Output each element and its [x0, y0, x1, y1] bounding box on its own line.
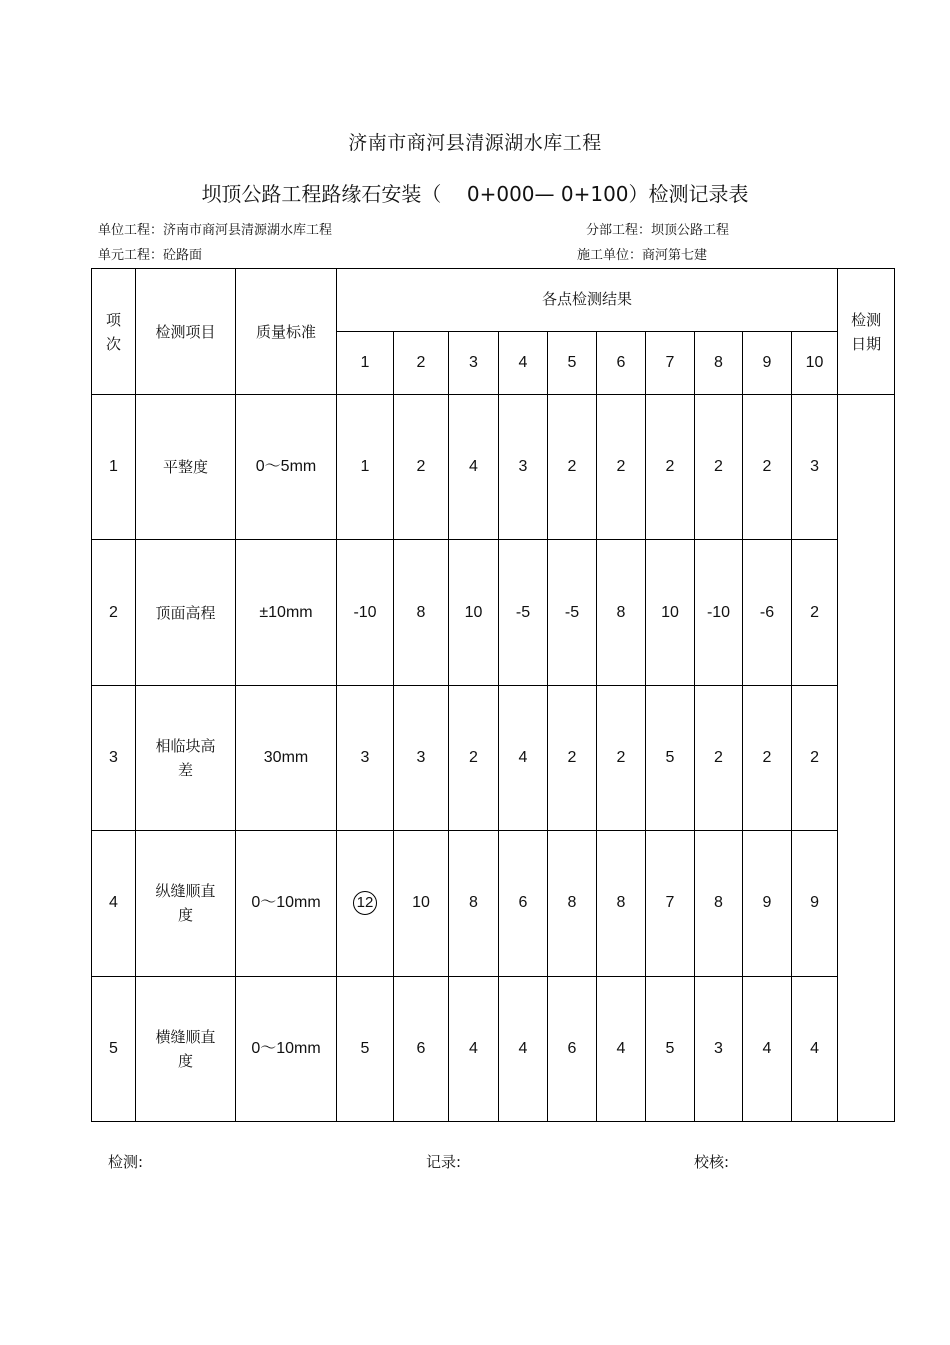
row-item: 顶面高程	[136, 540, 236, 685]
row-item: 横缝顺直度	[136, 976, 236, 1121]
measurement-cell: 2	[548, 685, 597, 830]
measurement-cell: 6	[548, 976, 597, 1121]
measurement-cell: 8	[548, 831, 597, 976]
table-row	[92, 395, 895, 540]
measurement-cell: 4	[449, 395, 499, 540]
header-point-5: 5	[548, 332, 597, 395]
row-number: 3	[92, 685, 136, 830]
header-standard: 质量标准	[236, 269, 337, 395]
inspector-signature-label: 检测:	[108, 1153, 144, 1171]
measurement-cell: 6	[394, 976, 449, 1121]
measurement-cell: -6	[743, 540, 792, 685]
row-item: 平整度	[136, 395, 236, 540]
measurement-cell: -10	[337, 540, 394, 685]
header-point-9: 9	[743, 332, 792, 395]
circled-value: 12	[353, 891, 377, 915]
measurement-cell: 10	[646, 540, 695, 685]
division-project-label: 分部工程：坝顶公路工程	[586, 223, 730, 238]
measurement-cell: 4	[449, 976, 499, 1121]
measurement-cell: 6	[499, 831, 548, 976]
measurement-cell: 2	[743, 685, 792, 830]
measurement-cell: 1	[337, 395, 394, 540]
measurement-cell: 4	[499, 685, 548, 830]
inspection-record-table	[91, 268, 895, 1122]
measurement-cell: -10	[695, 540, 743, 685]
measurement-cell: 2	[646, 395, 695, 540]
row-standard: 0～10mm	[236, 976, 337, 1121]
measurement-cell: 4	[743, 976, 792, 1121]
measurement-cell: -5	[548, 540, 597, 685]
row-number: 4	[92, 831, 136, 976]
table-row	[92, 540, 895, 685]
measurement-cell: 9	[743, 831, 792, 976]
measurement-cell: 2	[792, 540, 838, 685]
inspection-date-cell	[838, 395, 895, 1122]
measurement-cell: 8	[597, 831, 646, 976]
measurement-cell: 2	[792, 685, 838, 830]
measurement-cell: 8	[449, 831, 499, 976]
row-item: 纵缝顺直度	[136, 831, 236, 976]
measurement-cell: 2	[597, 685, 646, 830]
measurement-cell: 2	[449, 685, 499, 830]
header-item-no: 项次	[92, 269, 136, 395]
header-point-8: 8	[695, 332, 743, 395]
row-number: 1	[92, 395, 136, 540]
document-title: 济南市商河县清源湖水库工程	[348, 132, 602, 154]
measurement-cell: -5	[499, 540, 548, 685]
measurement-cell: 3	[337, 685, 394, 830]
header-point-4: 4	[499, 332, 548, 395]
measurement-cell: 3	[499, 395, 548, 540]
measurement-cell: 2	[695, 685, 743, 830]
header-point-6: 6	[597, 332, 646, 395]
measurement-cell: 2	[394, 395, 449, 540]
measurement-cell: 5	[337, 976, 394, 1121]
row-standard: 0～5mm	[236, 395, 337, 540]
measurement-cell: 10	[394, 831, 449, 976]
measurement-cell: 10	[449, 540, 499, 685]
table-row	[92, 831, 895, 976]
header-point-3: 3	[449, 332, 499, 395]
measurement-cell: 2	[548, 395, 597, 540]
recorder-signature-label: 记录:	[426, 1153, 462, 1171]
measurement-cell: 5	[646, 685, 695, 830]
table-row	[92, 976, 895, 1121]
measurement-cell: 4	[499, 976, 548, 1121]
measurement-cell: 8	[695, 831, 743, 976]
construction-unit-label: 施工单位：商河第七建	[577, 248, 708, 263]
measurement-cell	[337, 831, 394, 976]
header-date: 检测日期	[838, 269, 895, 395]
header-point-2: 2	[394, 332, 449, 395]
unit-project-label: 单位工程：济南市商河县清源湖水库工程	[98, 223, 333, 238]
document-subtitle: 坝顶公路工程路缘石安装（ 0+000— 0+100）检测记录表	[201, 182, 749, 206]
measurement-cell: 9	[792, 831, 838, 976]
measurement-cell: 4	[792, 976, 838, 1121]
row-number: 5	[92, 976, 136, 1121]
measurement-cell: 8	[597, 540, 646, 685]
header-results: 各点检测结果	[337, 269, 838, 332]
measurement-cell: 2	[695, 395, 743, 540]
measurement-cell: 3	[394, 685, 449, 830]
header-row-top	[92, 269, 895, 332]
measurement-cell: 8	[394, 540, 449, 685]
row-standard: 30mm	[236, 685, 337, 830]
measurement-cell: 5	[646, 976, 695, 1121]
header-item: 检测项目	[136, 269, 236, 395]
measurement-cell: 2	[743, 395, 792, 540]
table-row	[92, 685, 895, 830]
measurement-cell: 4	[597, 976, 646, 1121]
checker-signature-label: 校核:	[694, 1153, 730, 1171]
row-standard: ±10mm	[236, 540, 337, 685]
measurement-cell: 3	[695, 976, 743, 1121]
header-point-1: 1	[337, 332, 394, 395]
header-point-7: 7	[646, 332, 695, 395]
measurement-cell: 2	[597, 395, 646, 540]
row-number: 2	[92, 540, 136, 685]
row-item: 相临块高差	[136, 685, 236, 830]
header-point-10: 10	[792, 332, 838, 395]
row-standard: 0～10mm	[236, 831, 337, 976]
element-project-label: 单元工程：砼路面	[98, 248, 203, 263]
measurement-cell: 7	[646, 831, 695, 976]
measurement-cell: 3	[792, 395, 838, 540]
